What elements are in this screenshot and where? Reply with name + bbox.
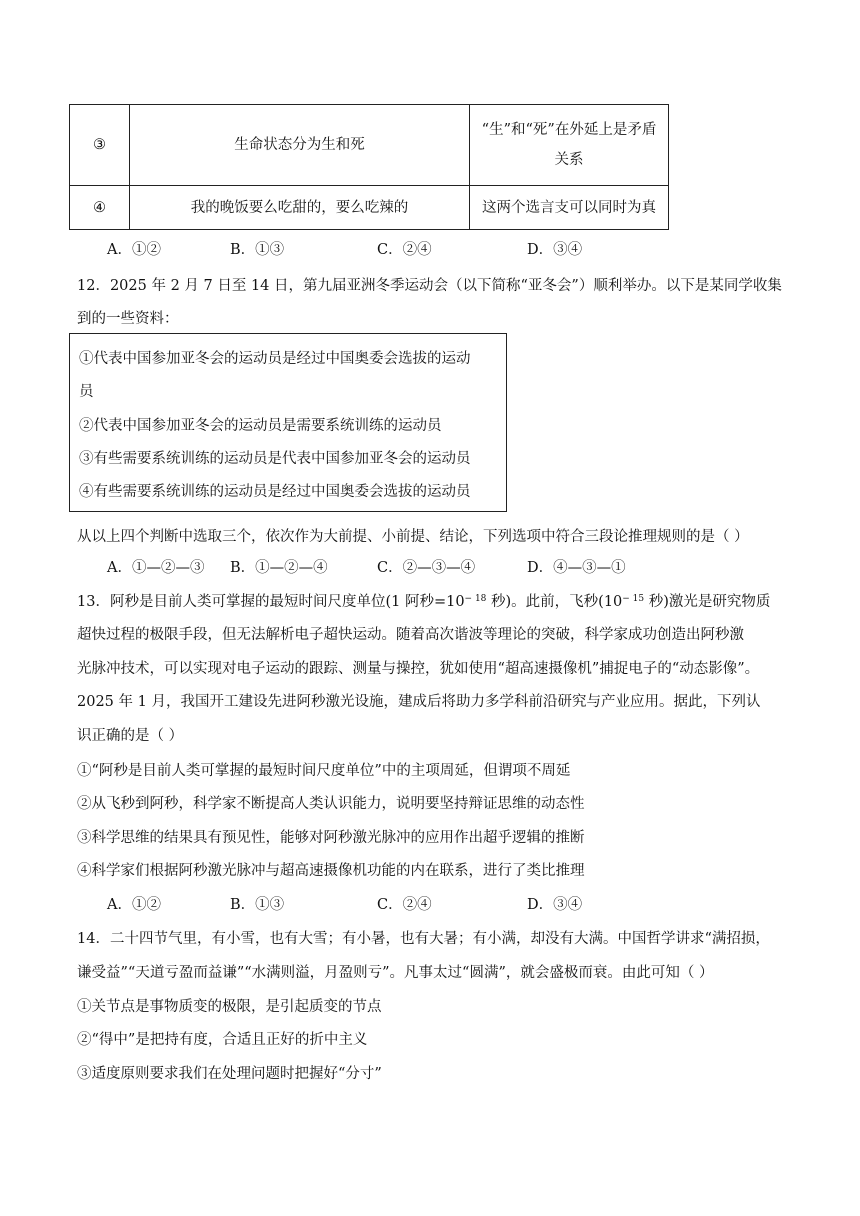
option-a: A．①② bbox=[107, 897, 161, 913]
table-row bbox=[70, 105, 669, 186]
q14-statement: ③适度原则要求我们在处理问题时把握好“分寸” bbox=[77, 1066, 382, 1082]
q13-stem-line: 识正确的是（ ） bbox=[77, 728, 184, 744]
option-d: D．④—③—① bbox=[527, 560, 626, 576]
table-cell-content: 生命状态分为生和死 bbox=[130, 105, 470, 186]
option-a: A．①② bbox=[107, 242, 161, 258]
material-item: ③有些需要系统训练的运动员是代表中国参加亚冬会的运动员 bbox=[79, 451, 471, 467]
judgment-text-line: “生”和“死”在外延上是矛盾 bbox=[481, 122, 657, 138]
q13-statement: ②从飞秒到阿秒，科学家不断提高人类认识能力，说明要坚持辩证思维的动态性 bbox=[77, 796, 585, 812]
table-cell-content: 我的晚饭要么吃甜的，要么吃辣的 bbox=[130, 186, 470, 230]
option-a: A．①—②—③ bbox=[107, 560, 205, 576]
table-cell-number: ③ bbox=[70, 105, 130, 186]
material-item: ①代表中国参加亚冬会的运动员是经过中国奥委会选拔的运动 bbox=[79, 351, 471, 367]
table-cell-judgment: 这两个选言支可以同时为真 bbox=[470, 186, 669, 230]
exponent: − 15 bbox=[622, 594, 645, 604]
q14-stem-line: 14．二十四节气里，有小雪，也有大雪；有小暑，也有大暑；有小满，却没有大满。中国哲学讲求“满招损， bbox=[77, 931, 770, 947]
q13-options bbox=[107, 893, 582, 914]
q13-statement: ①“阿秒是目前人类可掌握的最短时间尺度单位”中的主项周延，但谓项不周延 bbox=[77, 763, 571, 779]
q14-statement: ②“得中”是把持有度，合适且正好的折中主义 bbox=[77, 1032, 368, 1048]
option-b: B．①③ bbox=[230, 242, 285, 258]
q13-statement: ④科学家们根据阿秒激光脉冲与超高速摄像机功能的内在联系，进行了类比推理 bbox=[77, 863, 585, 879]
material-item-continued: 员 bbox=[79, 384, 94, 400]
material-item: ②代表中国参加亚冬会的运动员是需要系统训练的运动员 bbox=[79, 418, 442, 434]
option-b: B．①③ bbox=[230, 897, 285, 913]
q14-statement: ①关节点是事物质变的极限，是引起质变的节点 bbox=[77, 999, 382, 1015]
q12-stem-line: 12．2025 年 2 月 7 日至 14 日，第九届亚洲冬季运动会（以下简称“亚冬会”）顺利举办。以下是某同学收集 bbox=[77, 278, 782, 294]
table-cell-judgment bbox=[470, 105, 669, 186]
option-d: D．③④ bbox=[527, 242, 583, 258]
q13-stem-line: 超快过程的极限手段，但无法解析电子超快运动。随着高次谐波等理论的突破，科学家成功创造出阿秒激 bbox=[77, 627, 744, 643]
option-d: D．③④ bbox=[527, 897, 583, 913]
q14-stem-line: 谦受益”“天道亏盈而益谦”“水满则溢，月盈则亏”。凡事太过“圆满”，就会盛极而衰。由此可知（ ） bbox=[77, 965, 714, 981]
q13-stem-line: 光脉冲技术，可以实现对电子运动的跟踪、测量与操控，犹如使用“超高速摄像机”捕捉电子的“动态影像”。 bbox=[77, 661, 760, 677]
table-row bbox=[70, 186, 669, 230]
judgment-text-line: 关系 bbox=[554, 152, 584, 168]
option-c: C．②④ bbox=[377, 242, 432, 258]
q13-stem-line: 13．阿秒是目前人类可掌握的最短时间尺度单位(1 阿秒$=10^{- 18}$ 秒)。此前，飞秒($10^{- 15}$ 秒)激光是研究物质 bbox=[77, 594, 771, 610]
q11-options bbox=[107, 238, 582, 259]
table-cell-number: ④ bbox=[70, 186, 130, 230]
q13-statement: ③科学思维的结果具有预见性，能够对阿秒激光脉冲的应用作出超乎逻辑的推断 bbox=[77, 830, 585, 846]
q13-stem-line: 2025 年 1 月，我国开工建设先进阿秒激光设施，建成后将助力多学科前沿研究与产业应用。据此，下列认 bbox=[77, 694, 761, 710]
logic-table bbox=[69, 104, 669, 230]
exponent: − 18 bbox=[464, 594, 487, 604]
q12-options bbox=[107, 556, 626, 577]
option-b: B．①—②—④ bbox=[230, 560, 328, 576]
material-item: ④有些需要系统训练的运动员是经过中国奥委会选拔的运动员 bbox=[79, 484, 471, 500]
q12-stem-line: 到的一些资料： bbox=[77, 311, 179, 327]
q12-question: 从以上四个判断中选取三个，依次作为大前提、小前提、结论，下列选项中符合三段论推理规则的是（ ） bbox=[77, 529, 749, 545]
option-c: C．②—③—④ bbox=[377, 560, 476, 576]
option-c: C．②④ bbox=[377, 897, 432, 913]
q12-material-box bbox=[69, 333, 507, 512]
